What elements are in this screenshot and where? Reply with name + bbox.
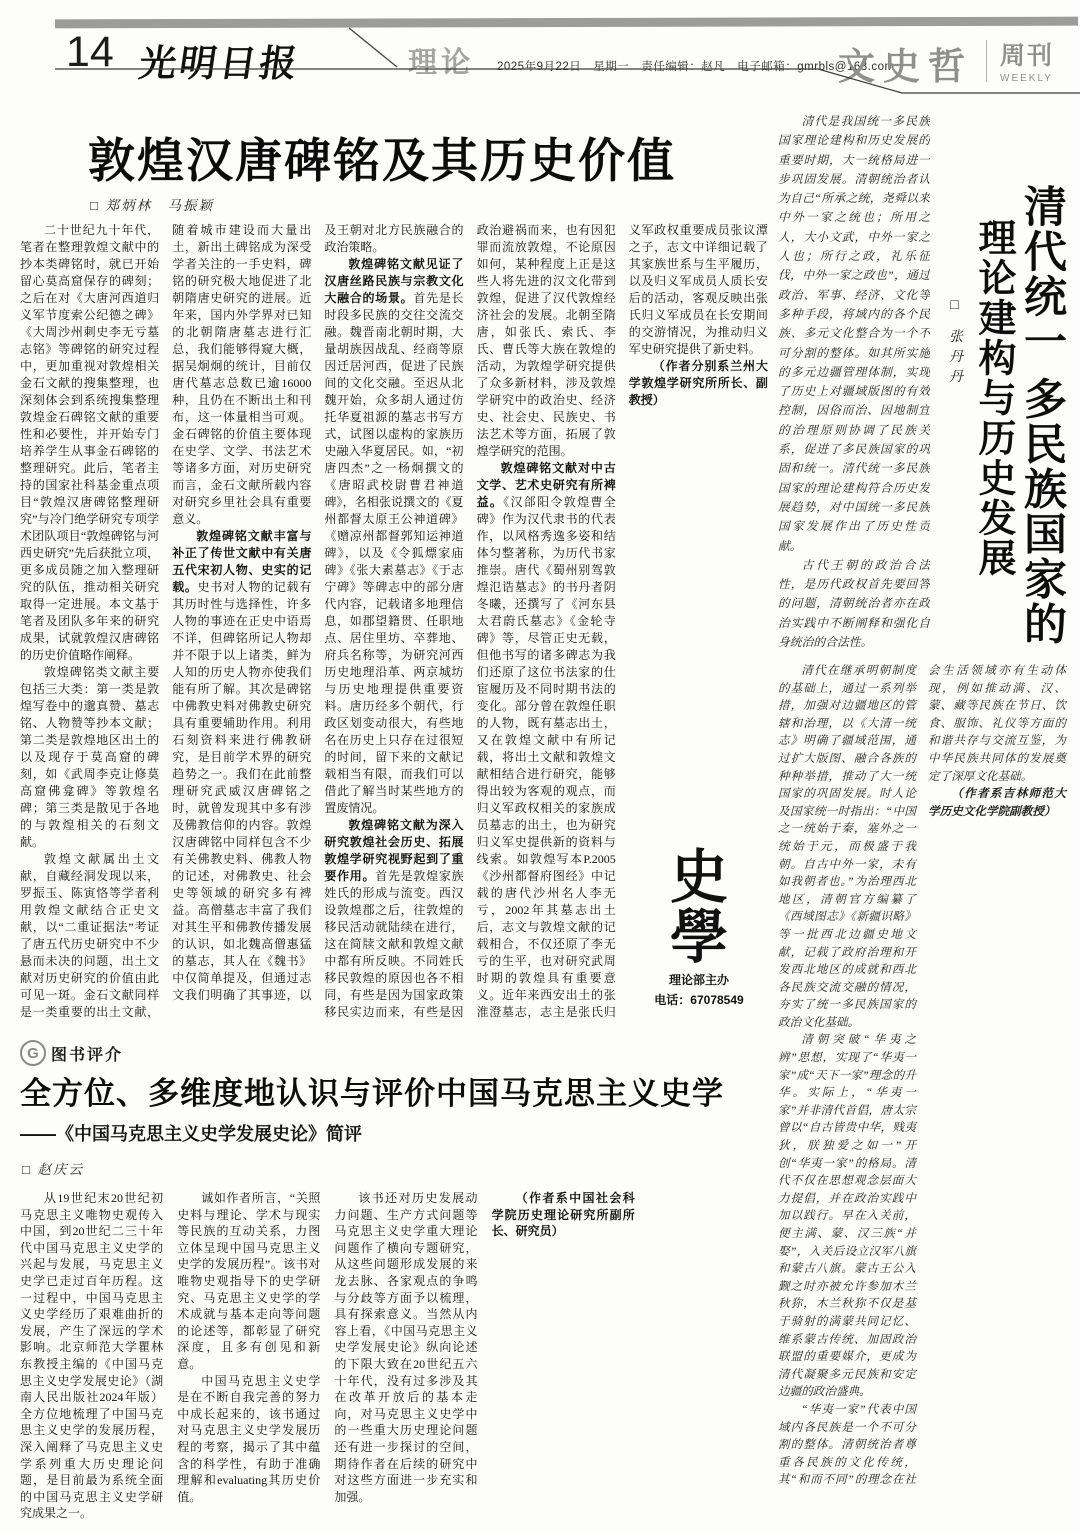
paragraph: 清代在继承明朝制度的基础上，通过一系列举措，加强对边疆地区的管辖和治理，以《大清一统志》明确了疆域范围，通过扩大版图、融合各族的种种举措，推动了大一统国家的巩固发展。时人论及国家统一时指出：“中国之一统始于秦，塞外之一统始于元，而极盛于我朝。自古中外一家，未有如我朝者也。”为治理西北地区，清朝官方编纂了《西域图志》《新疆识略》等一批西北边疆史地文献，记载了政府治理和开发西北地区的成就和西北各民族交流交融的情况，夯实了统一多民族国家的政治文化基础。 (778, 664, 916, 1029)
paragraph: 从19世纪末20世纪初马克思主义唯物史观传入中国，到20世纪二三十年代中国马克思主义史学的兴起与发展，马克思主义史学已走过百年历程。这一过程中，中国马克思主义史学经历了艰难曲折的发展，产生了深远的学术影响。北京师范大学瞿林东教授主编的《中国马克思主义史学发展史论》（湖南人民出版社2024年版）全方位地梳理了中国马克思主义史学的发展历程，深入阐释了马克思主义史学系列重大历史理论问题，是目前最为系统全面的中国马克思主义史学研究成果之一。 (20, 1191, 164, 1521)
paragraph: 中国马克思主义史学是在不断自我完善的努力中成长起来的，该书通过对马克思主义史学发展历程的考察，揭示了其中蕴含的科学性，有助于准确理解和evaluating其历史价值。 (177, 1373, 321, 1504)
paragraph: 清朝突破“华夷之辨”思想，实现了“华夷一家”成“天下一家”理念的升华。实际上，“华夷一家”并非清代首倡，唐太宗曾以“自古皆贵中华，贱夷狄，朕独爱之如一”开创“华夷一家”的格局。清代不仅在思想观念层面大力提倡，并在政治实践中加以践行。早在入关前，便主满、蒙、汉三族“并娶”，入关后设立汉军八旗和蒙古八旗。蒙古王公入觐之时亦被允许参加木兰秋狝，木兰秋狝不仅是基于骑射的满蒙共同记忆、维系蒙古传统、加固政治联盟的重要媒介，更成为清代凝聚多元民族和安定边疆的政治盛典。 (778, 1033, 916, 1399)
side-article-intro-column (778, 100, 930, 652)
book-review-body (20, 1190, 792, 1524)
paragraph: 清代是我国统一多民族国家理论建构和历史发展的重要时期，大一统格局进一步巩固发展。清朝统治者认为自己“所承之统，尧舜以来中外一家之统也；所用之人，大小文武，中外一家之人也；所行之政，礼乐征伐，中外一家之政也”，通过政治、军事、经济、文化等多种手段，将域内的各个民族、多元文化整合为一个不可分割的整体。如其所实施的多元边疆管理体制，实现了历史上对疆域版图的有效控制，因俗而治、因地制宜的治理原则协调了民族关系，促进了多民族国家的巩固和统一。清代统一多民族国家的理论建构符合历史发展趋势，对中国统一多民族国家发展作出了历史性贡献。 (778, 114, 930, 553)
book-review-header (20, 1040, 123, 1066)
side-title-line2: 理论建构与历史发展 (972, 218, 1014, 578)
paragraph-lead: 敦煌碑铭文献对中古文学、艺术史研究有所裨益。 (476, 461, 616, 509)
paragraph: 敦煌碑铭文献对中古文学、艺术史研究有所裨益。《汉郃阳令敦煌曹全碑》作为汉代隶书的代表作，以风格秀逸多姿和结体匀整著称，为历代书家推崇。唐代《蜀州别驾敦煌氾诰墓志》的书丹者阴冬曦，还撰写了《河东县太君蔚氏墓志》《金轮寺碑》等，尽管正史无载，但他书写的诸多碑志为我们还原了这位书法家的仕宦履历及不同时期书法的变化。部分曾在敦煌任职的人物，既有墓志出土，又在敦煌文献中有所记载，将出土文献和敦煌文献相结合进行研究，能够得出较为客观的观点，而归义军政权相关的家族成员墓志的出土，也为研究归义军史提供新的资料与线索。如敦煌写本P.2005《沙州都督府图经》中记载的唐代沙州名人李无亏，2002年其墓志出土后，志文与敦煌文献的记载相合，不仅还原了李无亏的生平，也对研究武周时期的敦煌具有重要意义。近年来西安出土的张淮澄墓志，志主是张氏归义军政权重要成员张议潭之子，志文中详细记载了其家族世系与生平履历，以及归义军成员人质长安后的活动，客观反映出张氏归义军成员在长安期间的交游情况，为推动归义军史研究提供了新史料。 (476, 223, 768, 1019)
paragraph: 该书还对历史发展动力问题、生产方式问题等马克思主义史学重大理论问题作了横向专题研究，从这些问题形成发展的来龙去脉、各家观点的争鸣与分歧等方面予以梳理，具有探索意义。当然从内容上看，《中国马克思主义史学发展史论》纵向论述的下限大致在20世纪五六十年代，没有过多涉及其在改革开放后的基本走向，对马克思主义史学中的一些重大历史理论问题还有进一步探讨的空间，期待作者在后续的研究中对这些方面进一步充实和加强。 (334, 1191, 478, 1504)
paragraph: 敦煌碑铭文献见证了汉唐丝路民族与宗教文化大融合的场景。首先是长时段多民族的交往交流交融。魏晋南北朝时期，大量胡族因战乱、经商等原因迁居河西，促进了民族间的文化交融。至迟从北魏开始，众多胡人通过仿托华夏祖源的墓志书写方式，试图以虚构的家族历史融入华夏居民。如，“初唐四杰”之一杨炯撰文的《唐昭武校尉曹君神道碑》，名相张说撰文的《夏州都督太原王公神道碑》《赠凉州都督郭知运神道碑》，以及《令狐熛家庙碑》《张大素墓志》《于志宁碑》等碑志中的部分唐代内容，记载诸多地理信息，如郡望籍贯、任职地点、居住里坊、卒葬地、府兵名称等，为研究河西历史地理沿革、两京城坊与历史地理提供重要资料。唐历经多个朝代，行政区划变动很大，有些地名在历史上只存在过很短的时间，留下来的文献记载相当有限，而我们可以借此了解当时某些地方的置废情况。 (324, 257, 464, 815)
paragraph: 敦煌碑铭文献丰富与补正了传世文献中有关唐五代宋初人物、史实的记载。史书对人物的记载有其历时性与选择性，许多人物的事迹在正史中语焉不详，但碑铭所记人物却并不限于以上诸类，鲜为人知的历史人物亦使我们能有所了解。其次是碑铭中佛教史料对佛教史研究具有重要辅助作用。利用石刻资料来进行佛教研究，是目前学术界的研究趋势之一。我们在此前整理研究武威汉唐碑铭之时，就曾发现其中多有涉及佛教信仰的内容。敦煌汉唐碑铭中同样包含不少有关佛教史料、佛教人物的记述，对佛教史、社会史等领域的研究多有裨益。高僧墓志丰富了我们对其生平和佛教传播发展的认识，如北魏高僧惠猛的墓志，其人在《魏书》中仅简单提及，但通过志文我们明确了其事迹，以及王朝对北方民族融合的政治策略。 (172, 223, 464, 1002)
paragraph: “华夷一家”代表中国域内各民族是一个不可分割的整体。清朝统治者尊重各民族的文化传统，其“和而不同”的理念在社会生活领域亦有生动体现，例如推动满、汉、蒙、藏等民族在节日、饮食、服饰、礼仪等方面的和谐共存与交流互鉴，为中华民族共同体的发展奠定了深厚文化基础。 (778, 664, 1066, 1487)
side-article-body (778, 662, 1066, 1504)
main-article-byline: □ 郑炳林 马振颖 (90, 198, 215, 213)
author-credit: （作者分别系兰州大学敦煌学研究所所长、副教授） (628, 359, 768, 407)
weekly-name: 文史哲 (838, 47, 973, 88)
paragraph: 敦煌文献属出土文献，自藏经洞发现以来，罗振玉、陈寅恪等学者利用敦煌文献结合正史文献，以“二重证据法”考证了唐五代历史研究中不少悬而未决的问题，出土文献对历史研究的价值由此可见一斑。金石文献同样是一类重要的出土文献，随着城市建设而大量出土，新出土碑铭成为深受学者关注的一手史料，碑铭的研究极大地促进了北朝隋唐史研究的进展。近年来，国内外学界对已知的北朝隋唐墓志进行汇总，我们能够得窥大概，据吴炯炯的统计，目前仅唐代墓志总数已逾16000种，且仍在不断出土和刊布，这一体量相当可观。金石碑铭的价值主要体现在史学、文学、书法艺术等诸多方面，对历史研究而言，金石文献所载内容对研究乡里社会具有重要意义。 (20, 223, 312, 1019)
paragraph-lead: 敦煌碑铭文献见证了汉唐丝路民族与宗教文化大融合的场景。 (324, 257, 464, 305)
weekly-label: 周刊 (1000, 43, 1055, 70)
book-review-byline: □ 赵庆云 (22, 1162, 85, 1177)
paragraph: 敦煌碑铭类文献主要包括三大类：第一类是敦煌写卷中的邈真赞、墓志铭、人物赞等抄本文献；第二类是敦煌地区出土的以及现存于莫高窟的碑刻，如《武周李克让修莫高窟佛龛碑》等敦煌名碑；第三类是散见于各地的与敦煌相关的石刻文献。 (20, 665, 160, 849)
main-article-title: 敦煌汉唐碑铭及其历史价值 (88, 136, 676, 188)
editorial-dept-line: 理论部主办 (668, 973, 729, 987)
editorial-phone-line: 电话：67078549 (654, 993, 744, 1007)
dateline: 2025年9月22日 星期一 责任编辑：赵凡 电子邮箱：gmrbls@163.com (497, 61, 895, 73)
book-review-title: 全方位、多维度地认识与评价中国马克思主义史学 (20, 1076, 724, 1111)
paragraph: 古代王朝的政治合法性，是历代政权首先要回答的问题，清朝统治者亦在政治实践中不断阐释和强化自身统治的合法性。 (778, 557, 930, 650)
paragraph-lead: 敦煌碑铭文献丰富与补正了传世文献中有关唐五代宋初人物、史实的记载。 (172, 529, 312, 594)
guangming-g-icon: G (20, 1040, 46, 1066)
calligraphy-shixue: 史 學 (669, 845, 728, 970)
newspaper-logo: 光明日报 (136, 44, 303, 85)
author-credit: （作者系中国社会科学院历史理论研究所副所长、研究员） (491, 1191, 635, 1239)
side-title-line1: 清代统一 多民族国家的 (1018, 184, 1065, 647)
side-article (778, 100, 1066, 1512)
book-review-section-label: 图书评介 (51, 1046, 124, 1064)
side-article-vertical-title (970, 100, 1066, 652)
weekly-sub-label: WEEKLY (1000, 73, 1053, 84)
page-number: 14 (66, 28, 114, 76)
book-review-subtitle: ——《中国马克思主义史学发展史论》简评 (20, 1124, 362, 1144)
paragraph: 诚如作者所言，“关照史料与理论、学术与现实等民族的互动关系，力图立体呈现中国马克思主义史学的发展历程”。该书对唯物史观指导下的史学研究、马克思主义史学的学术成就与基本走向等问题的论述等，都彰显了研究深度，且多有创见和新意。 (177, 1191, 321, 1371)
side-article-top (778, 100, 1066, 652)
paragraph: 二十世纪九十年代，笔者在整理敦煌文献中的抄本类碑铭时，就已开始留心莫高窟保存的碑刻；之后在对《大唐河西道归义军节度索公纪德之碑》《大周沙州刺史李无亏墓志铭》等碑铭的研究过程中，更加重视对敦煌相关金石文献的搜集整理，也深刻体会到系统搜集整理敦煌金石碑铭文献的重要性和必要性，并开始专门培养学生从事金石碑铭的整理研究。此后，笔者主持的国家社科基金重点项目“敦煌汉唐碑铭整理研究”与冷门绝学研究专项学术团队项目“敦煌碑铭与河西史研究”先后获批立项，更多成员随之加入整理研究的队伍，推动相关研究取得一定进展。本文基于笔者及团队多年来的研究成果，试就敦煌汉唐碑铭的历史价值略作阐释。 (20, 223, 160, 662)
editorial-contact-box (626, 845, 772, 1032)
paragraph-lead: 敦煌碑铭文献为深入研究敦煌社会历史、拓展敦煌学研究视野起到了重要作用。 (324, 818, 464, 883)
paragraph: 敦煌碑铭文献为深入研究敦煌社会历史、拓展敦煌学研究视野起到了重要作用。首先是敦煌家族姓氏的形成与流变。西汉设敦煌郡之后，往敦煌的移民活动就陆续在进行，这在简牍文献和敦煌文献中都有所反映。不同姓氏移民敦煌的原因也各不相同，有些是因为国家政策移民实边而来，有些是因政治避祸而来，也有因犯罪而流放敦煌，不论原因如何，某种程度上正是这些人将先进的汉文化带到敦煌，促进了汉代敦煌经济社会的发展。北朝至隋唐，如张氏、索氏、李氏、曹氏等大族在敦煌的活动，为敦煌学研究提供了众多新材料，涉及敦煌学研究中的政治史、经济史、社会史、民族史、书法艺术等方面，拓展了敦煌学研究的范围。 (324, 223, 616, 1019)
section-label: 理论 (408, 47, 475, 79)
side-article-byline: □ 张丹丹 (947, 298, 962, 389)
author-credit: （作者系吉林师范大学历史文化学院副教授） (928, 787, 1066, 818)
